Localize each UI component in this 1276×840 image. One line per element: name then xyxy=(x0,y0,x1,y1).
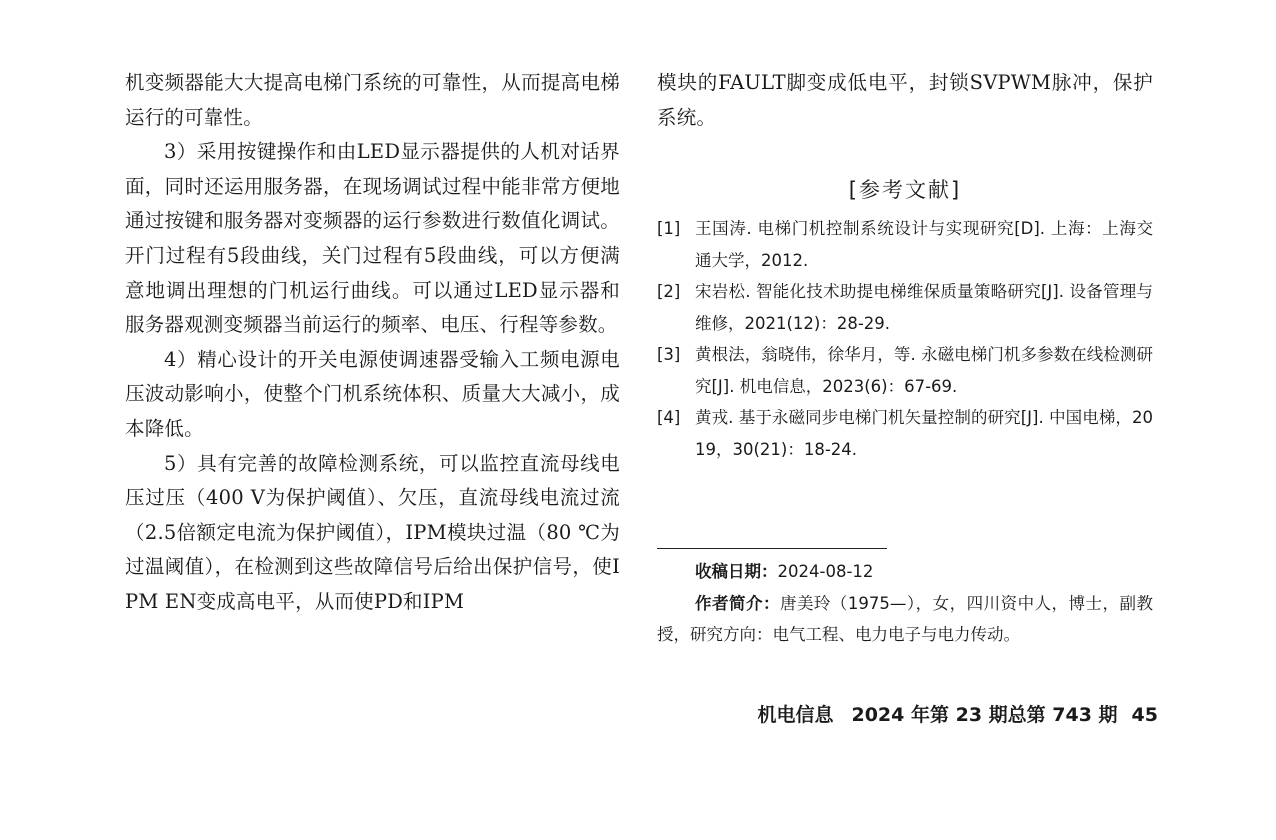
reference-number: [4] xyxy=(657,408,681,428)
reference-item xyxy=(657,339,1153,402)
issue-info: 2024 年第 23 期总第 743 期 xyxy=(851,704,1118,726)
author-bio-note xyxy=(657,588,1153,651)
reference-number: [2] xyxy=(657,282,681,302)
journal-name: 机电信息 xyxy=(757,704,834,726)
page-number: 45 xyxy=(1131,704,1158,726)
footnotes xyxy=(657,556,1153,651)
received-date-value: 2024-08-12 xyxy=(777,562,874,581)
body-paragraph: 3）采用按键操作和由LED显示器提供的人机对话界面，同时还运用服务器，在现场调试过程中能非常方便地通过按键和服务器对变频器的运行参数进行数值化调试。开门过程有5段曲线，关门过程有5段曲线，可以方便满意地调出理想的门机运行曲线。可以通过LED显示器和服务器观测变频器当前运行的频率、电压、行程等参数。 xyxy=(125,140,620,337)
body-paragraph: 4）精心设计的开关电源使调速器受输入工频电源电压波动影响小，使整个门机系统体积、质量大大减小，成本降低。 xyxy=(125,347,620,440)
author-bio-label: 作者简介： xyxy=(695,593,780,613)
received-date-note xyxy=(657,556,1153,588)
running-footer xyxy=(757,700,1158,730)
received-date-label: 收稿日期： xyxy=(695,562,778,581)
reference-text: 黄戎. 基于永磁同步电梯门机矢量控制的研究[J]. 中国电梯，2019，30(21)：18-24. xyxy=(695,408,1153,459)
footnote-divider xyxy=(657,548,887,549)
reference-text: 王国涛. 电梯门机控制系统设计与实现研究[D]. 上海：上海交通大学，2012. xyxy=(695,219,1153,270)
body-paragraph: 5）具有完善的故障检测系统，可以监控直流母线电压过压（400 V为保护阈值）、欠压，直流母线电流过流（2.5倍额定电流为保护阈值），IPM模块过温（80 ℃为过温阈值），在检测到这些故障信号后给出保护信号，使IPM EN变成高电平，从而使PD和IPM xyxy=(125,451,620,613)
reference-number: [3] xyxy=(657,345,681,365)
body-paragraph: 机变频器能大大提高电梯门系统的可靠性，从而提高电梯运行的可靠性。 xyxy=(125,71,620,129)
reference-item xyxy=(657,213,1153,276)
reference-text: 黄根法，翁晓伟，徐华月，等. 永磁电梯门机多参数在线检测研究[J]. 机电信息，2023(6)：67-69. xyxy=(695,345,1153,396)
reference-number: [1] xyxy=(657,219,681,239)
reference-item xyxy=(657,402,1153,465)
left-column xyxy=(125,66,620,620)
references-heading: [参考文献] xyxy=(848,178,962,203)
reference-text: 宋岩松. 智能化技术助提电梯维保质量策略研究[J]. 设备管理与维修，2021(12)：28-29. xyxy=(695,282,1153,333)
body-paragraph: 模块的FAULT脚变成低电平，封锁SVPWM脉冲，保护系统。 xyxy=(657,71,1153,129)
reference-item xyxy=(657,276,1153,339)
author-bio-value: 唐美玲（1975—），女，四川资中人，博士，副教授，研究方向：电气工程、电力电子与电力传动。 xyxy=(657,593,1153,644)
reference-list xyxy=(657,213,1153,465)
right-column xyxy=(657,66,1153,465)
